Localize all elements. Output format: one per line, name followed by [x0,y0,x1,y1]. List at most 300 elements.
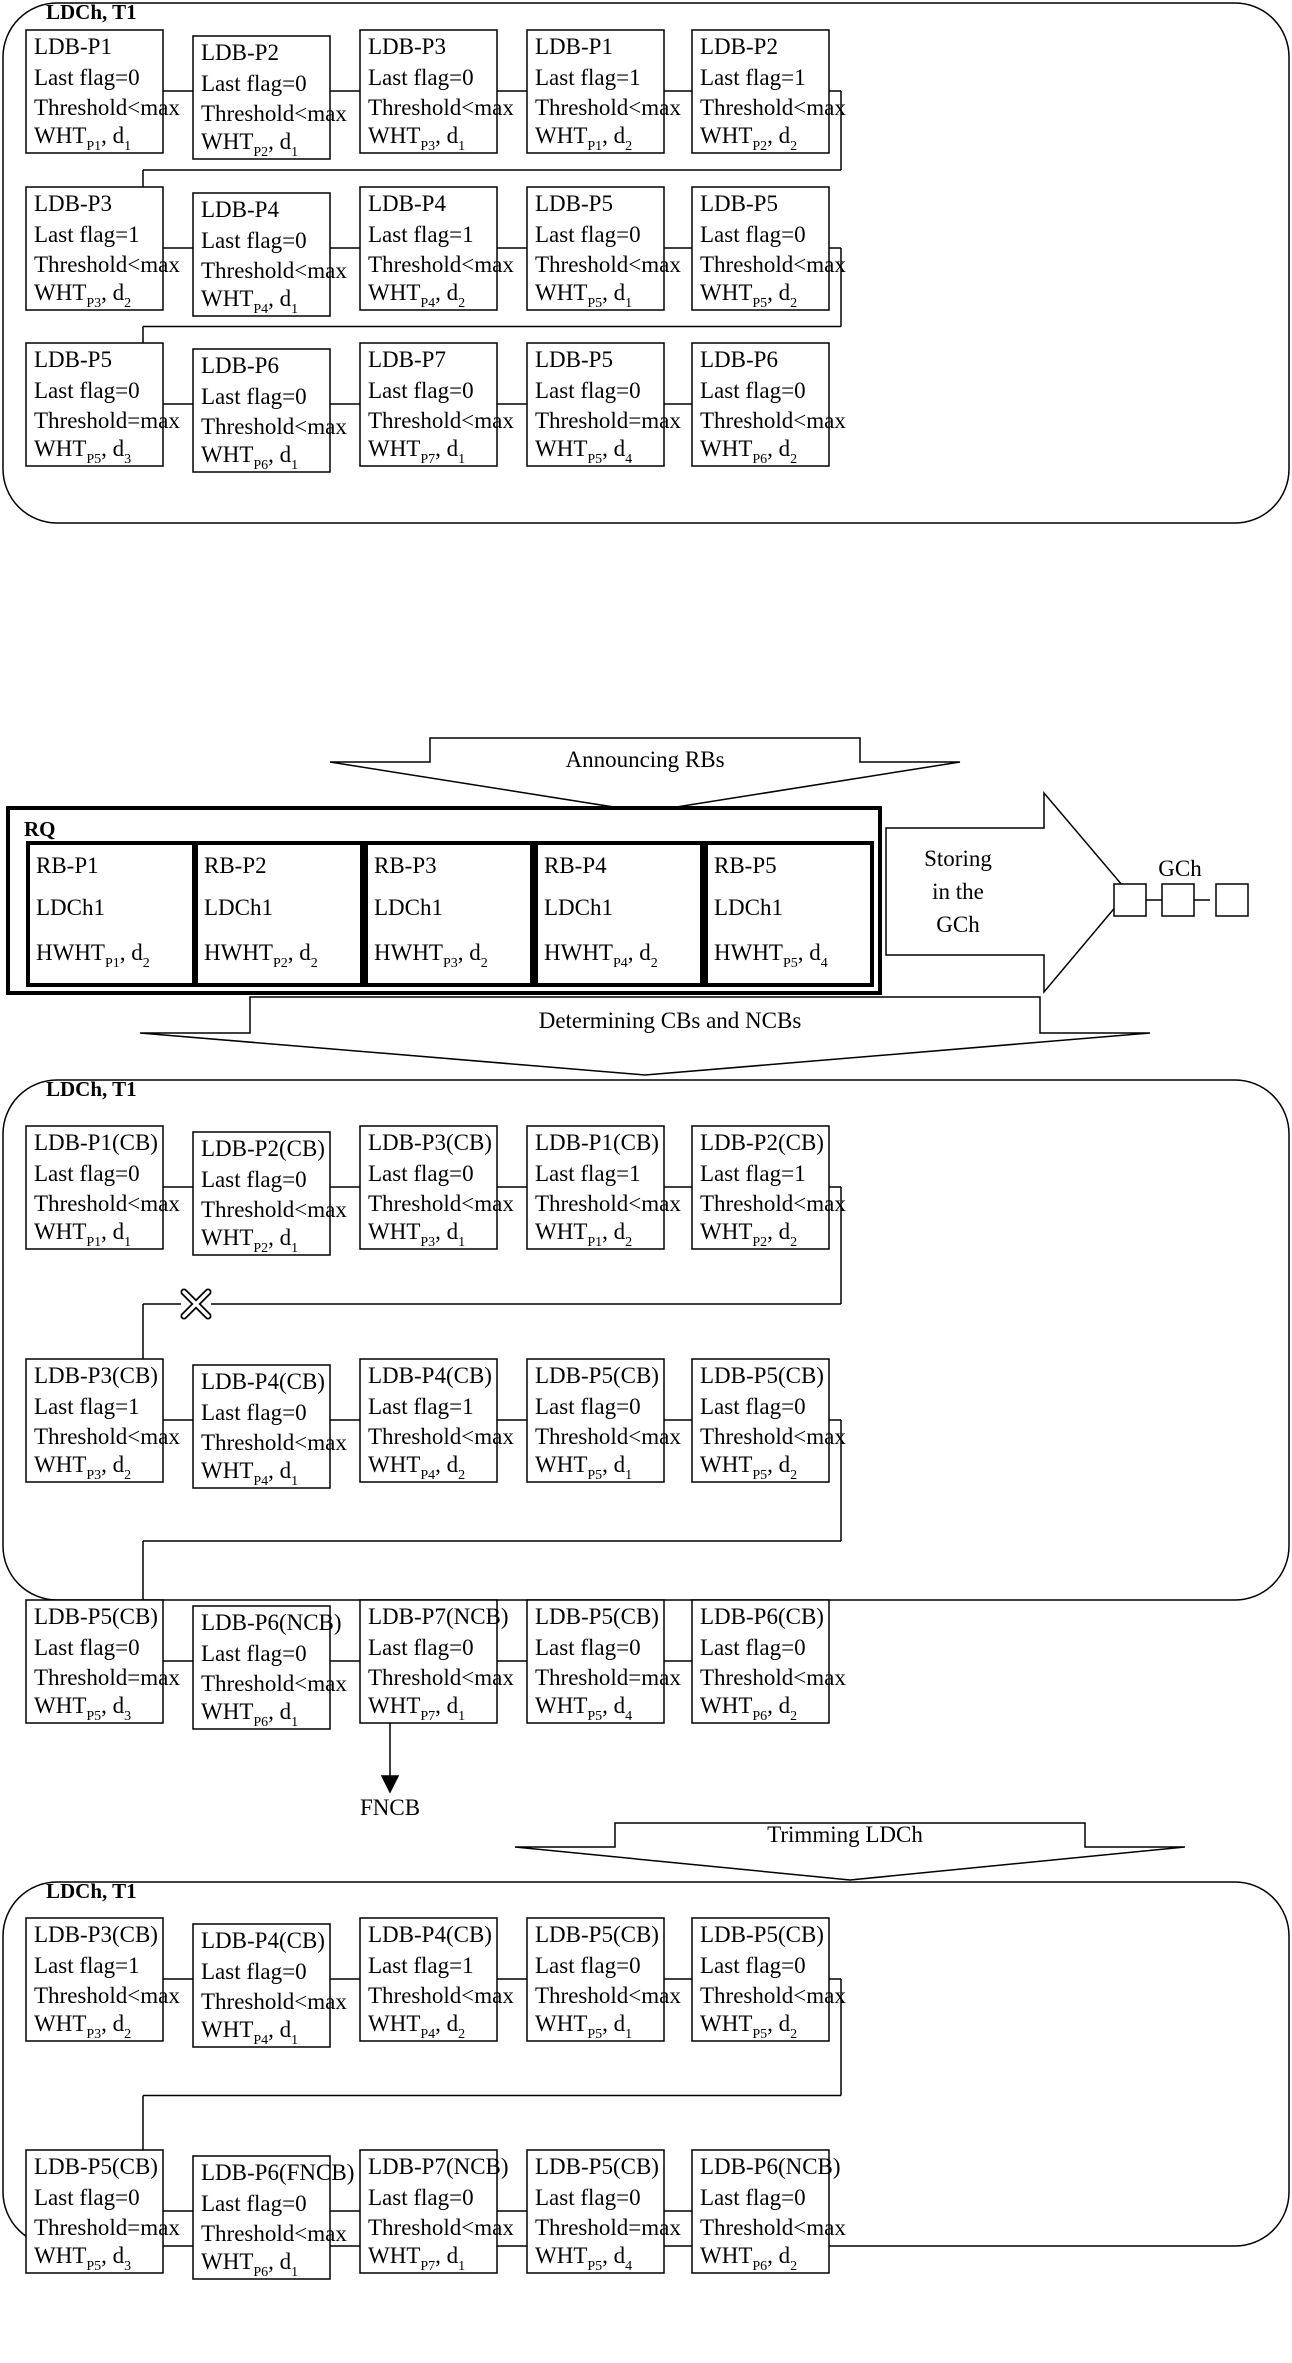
threshold: Threshold=max [34,408,180,433]
block-name: LDB-P5(CB) [700,1922,824,1947]
text-part: 1 [458,452,466,467]
ldb-block [360,2150,514,2274]
threshold: Threshold<max [700,1665,846,1690]
text-part: d [112,2011,125,2036]
text-part: d [778,1219,791,1244]
text-part: P2 [752,139,768,154]
text-part: , [268,1458,280,1483]
text-part: P4 [253,1474,269,1489]
text-part: d [778,280,791,305]
text-part: 2 [458,2027,466,2042]
block-name: LDB-P5(CB) [700,1363,824,1388]
text-part: P3 [420,139,436,154]
announcing-label: Announcing RBs [565,747,725,772]
last-flag: Last flag=0 [700,2185,806,2210]
determining-label: Determining CBs and NCBs [538,1008,802,1033]
last-flag: Last flag=1 [368,1953,474,1978]
text-part: 1 [291,1715,299,1730]
ldb-block [527,2150,681,2274]
storing-label: GCh [936,912,980,937]
text-part: d [112,2243,125,2268]
text-part: WHT [34,280,87,305]
ldb-block [692,1918,846,2042]
text-part: 2 [790,1709,798,1724]
ldb-block [527,1918,681,2042]
text-part: 2 [458,1468,466,1483]
text-part: , [268,2017,280,2042]
text-part: d [778,123,791,148]
text-part: P3 [86,1468,102,1483]
text-part: 2 [790,2259,798,2274]
text-part: 1 [458,2259,466,2274]
ldb-block [26,187,180,311]
rb-block [366,843,532,985]
block-name: LDB-P6 [700,347,778,372]
text-part: P7 [420,452,436,467]
text-part: d [112,123,125,148]
text-part: P6 [752,452,768,467]
trimming-label: Trimming LDCh [767,1822,923,1847]
text-part: , [767,1452,779,1477]
text-part: 1 [458,1709,466,1724]
rb-name: RB-P4 [544,853,607,878]
text-part: P2 [253,1241,269,1256]
text-part: WHT [535,436,588,461]
text-part: 1 [291,458,299,473]
threshold: Threshold<max [201,1671,347,1696]
text-part: d [446,280,459,305]
text-part: HWHT [36,940,105,965]
text-part: P5 [752,296,768,311]
text-part: 1 [458,1235,466,1250]
rb-name: RB-P1 [36,853,99,878]
last-flag: Last flag=0 [700,378,806,403]
ldb-block [692,1359,846,1483]
last-flag: Last flag=1 [535,1161,641,1186]
block-name: LDB-P4(CB) [368,1363,492,1388]
last-flag: Last flag=1 [368,1394,474,1419]
block-name: LDB-P3(CB) [34,1363,158,1388]
text-part: d [279,1699,292,1724]
text-part: WHT [34,1693,87,1718]
text-part: P5 [752,1468,768,1483]
text-part: P7 [420,1709,436,1724]
ldb-block [360,1918,514,2042]
text-part: , [268,2249,280,2274]
text-part: WHT [201,129,254,154]
text-part: WHT [535,1219,588,1244]
text-part: , [767,280,779,305]
text-part: P3 [420,1235,436,1250]
block-name: LDB-P1 [34,34,112,59]
text-part: P3 [442,956,458,971]
block-name: LDB-P5(CB) [535,1604,659,1629]
fncb-arrowhead [382,1776,398,1792]
text-part: 1 [458,139,466,154]
text-part: 2 [790,2027,798,2042]
last-flag: Last flag=1 [34,1953,140,1978]
storing-label: Storing [924,846,992,871]
threshold: Threshold<max [700,252,846,277]
text-part: d [613,2011,626,2036]
last-flag: Last flag=0 [700,1394,806,1419]
last-flag: Last flag=0 [34,65,140,90]
text-part: P1 [587,1235,603,1250]
rb-chain: LDCh1 [374,895,443,920]
last-flag: Last flag=0 [368,2185,474,2210]
text-part: , [602,2011,614,2036]
text-part: WHT [700,2243,753,2268]
text-part: d [299,940,311,965]
last-flag: Last flag=1 [34,1394,140,1419]
text-part: d [446,1693,459,1718]
threshold: Threshold<max [34,1424,180,1449]
last-flag: Last flag=0 [535,378,641,403]
text-part: 2 [625,1235,633,1250]
text-part: P3 [86,296,102,311]
text-part: P4 [420,1468,436,1483]
section-title: LDCh, T1 [46,0,137,24]
text-part: 2 [142,956,150,971]
block-name: LDB-P2 [201,40,279,65]
ldb-block [193,1365,347,1489]
text-part: d [446,123,459,148]
text-part: , [435,2243,447,2268]
block-name: LDB-P6(FNCB) [201,2160,355,2185]
fncb-label: FNCB [359,1795,421,1820]
text-part: d [778,2011,791,2036]
text-part: , [797,940,810,965]
text-part: d [639,940,651,965]
text-part: , [101,123,113,148]
text-part: , [101,2243,113,2268]
block-name: LDB-P3 [34,191,112,216]
last-flag: Last flag=1 [700,65,806,90]
ldb-block [360,1600,514,1724]
threshold: Threshold=max [34,2215,180,2240]
ldb-block [692,343,846,467]
ldb-block [26,1126,180,1250]
last-flag: Last flag=0 [700,222,806,247]
text-part: P5 [752,2027,768,2042]
ldb-block [692,187,846,311]
text-part: WHT [34,1219,87,1244]
block-name: LDB-P6(NCB) [201,1610,342,1635]
text-part: , [627,940,640,965]
block-name: LDB-P4(CB) [368,1922,492,1947]
text-part: HWHT [374,940,443,965]
threshold: Threshold<max [535,1983,681,2008]
text-part: P4 [420,2027,436,2042]
text-part: , [101,436,113,461]
ldb-block [692,30,846,154]
text-part: d [279,2017,292,2042]
text-part: 2 [310,956,318,971]
text-part: WHT [368,1452,421,1477]
text-part: WHT [34,123,87,148]
text-part: d [613,123,626,148]
text-part: 3 [124,1709,132,1724]
text-part: , [435,123,447,148]
text-part: d [112,280,125,305]
last-flag: Last flag=0 [368,1161,474,1186]
text-part: P5 [587,296,603,311]
last-flag: Last flag=0 [34,378,140,403]
text-part: 4 [625,452,633,467]
section-title: LDCh, T1 [46,1879,137,1903]
gch-node [1216,884,1248,916]
ldb-block [26,30,180,154]
threshold: Threshold<max [34,252,180,277]
text-part: , [435,280,447,305]
ldb-block [26,343,180,467]
text-part: HWHT [204,940,273,965]
text-part: , [767,2243,779,2268]
threshold: Threshold=max [535,1665,681,1690]
last-flag: Last flag=0 [535,1394,641,1419]
text-part: 1 [625,2027,633,2042]
threshold: Threshold<max [368,2215,514,2240]
text-part: d [446,2243,459,2268]
threshold: Threshold<max [368,252,514,277]
last-flag: Last flag=0 [201,1959,307,1984]
text-part: 2 [625,139,633,154]
block-name: LDB-P3(CB) [34,1922,158,1947]
threshold: Threshold<max [368,1191,514,1216]
rq-title: RQ [24,817,56,841]
last-flag: Last flag=0 [34,2185,140,2210]
text-part: WHT [201,1699,254,1724]
rb-chain: LDCh1 [36,895,105,920]
text-part: P7 [420,2259,436,2274]
threshold: Threshold<max [201,2221,347,2246]
text-part: d [778,1452,791,1477]
text-part: , [435,1219,447,1244]
last-flag: Last flag=0 [201,1167,307,1192]
block-name: LDB-P5(CB) [535,1922,659,1947]
text-part: , [602,1693,614,1718]
text-part: 2 [650,956,658,971]
text-part: 2 [790,1235,798,1250]
text-part: 1 [291,1474,299,1489]
cut-cross-icon [181,1289,211,1319]
text-part: 1 [291,145,299,160]
block-name: LDB-P6 [201,353,279,378]
last-flag: Last flag=0 [201,1400,307,1425]
threshold: Threshold=max [535,2215,681,2240]
text-part: P4 [253,302,269,317]
text-part: d [778,436,791,461]
threshold: Threshold<max [368,1665,514,1690]
text-part: WHT [201,1458,254,1483]
ldb-block [26,1600,180,1724]
text-part: P1 [86,139,102,154]
ldb-block [527,1600,681,1724]
last-flag: Last flag=0 [368,1635,474,1660]
threshold: Threshold<max [700,1424,846,1449]
text-part: WHT [201,2249,254,2274]
text-part: 2 [790,296,798,311]
last-flag: Last flag=0 [368,378,474,403]
text-part: P6 [752,1709,768,1724]
text-part: WHT [535,123,588,148]
text-part: P4 [612,956,628,971]
text-part: HWHT [544,940,613,965]
threshold: Threshold<max [34,1983,180,2008]
text-part: , [268,286,280,311]
text-part: 2 [790,139,798,154]
ldb-block [193,193,347,317]
text-part: WHT [368,2011,421,2036]
ldb-block [193,1132,347,1256]
text-part: , [101,280,113,305]
text-part: , [602,123,614,148]
threshold: Threshold<max [201,1430,347,1455]
text-part: , [287,940,300,965]
text-part: d [613,1693,626,1718]
text-part: , [767,123,779,148]
ldb-block [527,343,681,467]
threshold: Threshold<max [700,408,846,433]
ldb-block [692,1600,846,1724]
block-name: LDB-P5(CB) [535,2154,659,2179]
text-part: P6 [752,2259,768,2274]
text-part: 1 [124,139,132,154]
text-part: , [101,1452,113,1477]
text-part: WHT [700,123,753,148]
text-part: WHT [535,280,588,305]
text-part: , [268,1699,280,1724]
threshold: Threshold<max [368,95,514,120]
threshold: Threshold<max [34,1191,180,1216]
text-part: P5 [86,2259,102,2274]
text-part: 4 [820,956,828,971]
block-name: LDB-P4(CB) [201,1369,325,1394]
text-part: P6 [253,2265,269,2280]
ldb-block [692,2150,846,2274]
block-name: LDB-P3 [368,34,446,59]
block-name: LDB-P5(CB) [535,1363,659,1388]
text-part: d [613,1452,626,1477]
text-part: P1 [104,956,120,971]
text-part: 3 [124,2259,132,2274]
text-part: P5 [587,2259,603,2274]
text-part: WHT [368,2243,421,2268]
text-part: P4 [253,2033,269,2048]
text-part: WHT [34,1452,87,1477]
text-part: 2 [458,296,466,311]
threshold: Threshold=max [34,1665,180,1690]
threshold: Threshold<max [700,1983,846,2008]
text-part: WHT [700,2011,753,2036]
text-part: d [613,436,626,461]
text-part: , [767,1693,779,1718]
threshold: Threshold<max [535,252,681,277]
ldb-block [360,30,514,154]
text-part: , [457,940,470,965]
text-part: P1 [86,1235,102,1250]
last-flag: Last flag=0 [535,1953,641,1978]
text-part: , [268,1225,280,1250]
text-part: WHT [368,1219,421,1244]
text-part: d [446,2011,459,2036]
text-part: , [435,2011,447,2036]
ldb-block [527,1126,681,1250]
storing-label: in the [932,879,984,904]
block-name: LDB-P7(NCB) [368,1604,509,1629]
rb-block [28,843,194,985]
threshold: Threshold<max [368,408,514,433]
rb-name: RB-P3 [374,853,437,878]
text-part: d [446,1219,459,1244]
text-part: d [469,940,481,965]
text-part: , [602,2243,614,2268]
text-part: WHT [201,286,254,311]
block-name: LDB-P5 [535,191,613,216]
text-part: d [112,1452,125,1477]
ldb-block [527,30,681,154]
threshold: Threshold<max [700,1191,846,1216]
last-flag: Last flag=0 [700,1953,806,1978]
text-part: P1 [587,139,603,154]
text-part: 2 [124,296,132,311]
last-flag: Last flag=0 [201,2191,307,2216]
text-part: WHT [535,1452,588,1477]
text-part: WHT [700,1219,753,1244]
text-part: P5 [587,1709,603,1724]
text-part: 2 [124,2027,132,2042]
threshold: Threshold<max [700,2215,846,2240]
text-part: , [767,436,779,461]
text-part: , [101,2011,113,2036]
ldb-block [193,36,347,160]
ldb-block [193,1924,347,2048]
ldb-block [193,2156,354,2280]
text-part: 1 [291,2033,299,2048]
text-part: d [778,2243,791,2268]
text-part: d [279,442,292,467]
text-part: d [446,436,459,461]
last-flag: Last flag=0 [34,1161,140,1186]
ldb-block [360,1359,514,1483]
text-part: WHT [34,436,87,461]
text-part: d [279,129,292,154]
text-part: 2 [790,1468,798,1483]
block-name: LDB-P1 [535,34,613,59]
text-part: WHT [34,2243,87,2268]
ldb-block [360,1126,514,1250]
text-part: d [112,436,125,461]
rb-name: RB-P5 [714,853,777,878]
text-part: WHT [700,280,753,305]
ldb-block [360,187,514,311]
block-name: LDB-P7(NCB) [368,2154,509,2179]
text-part: d [279,1458,292,1483]
block-name: LDB-P5 [700,191,778,216]
text-part: WHT [201,1225,254,1250]
ldb-block [26,2150,180,2274]
text-part: , [101,1219,113,1244]
text-part: 4 [625,2259,633,2274]
text-part: d [279,286,292,311]
text-part: WHT [201,2017,254,2042]
text-part: d [778,1693,791,1718]
block-name: LDB-P2(CB) [700,1130,824,1155]
last-flag: Last flag=0 [535,222,641,247]
text-part: , [602,1452,614,1477]
text-part: d [613,1219,626,1244]
rb-block [536,843,702,985]
